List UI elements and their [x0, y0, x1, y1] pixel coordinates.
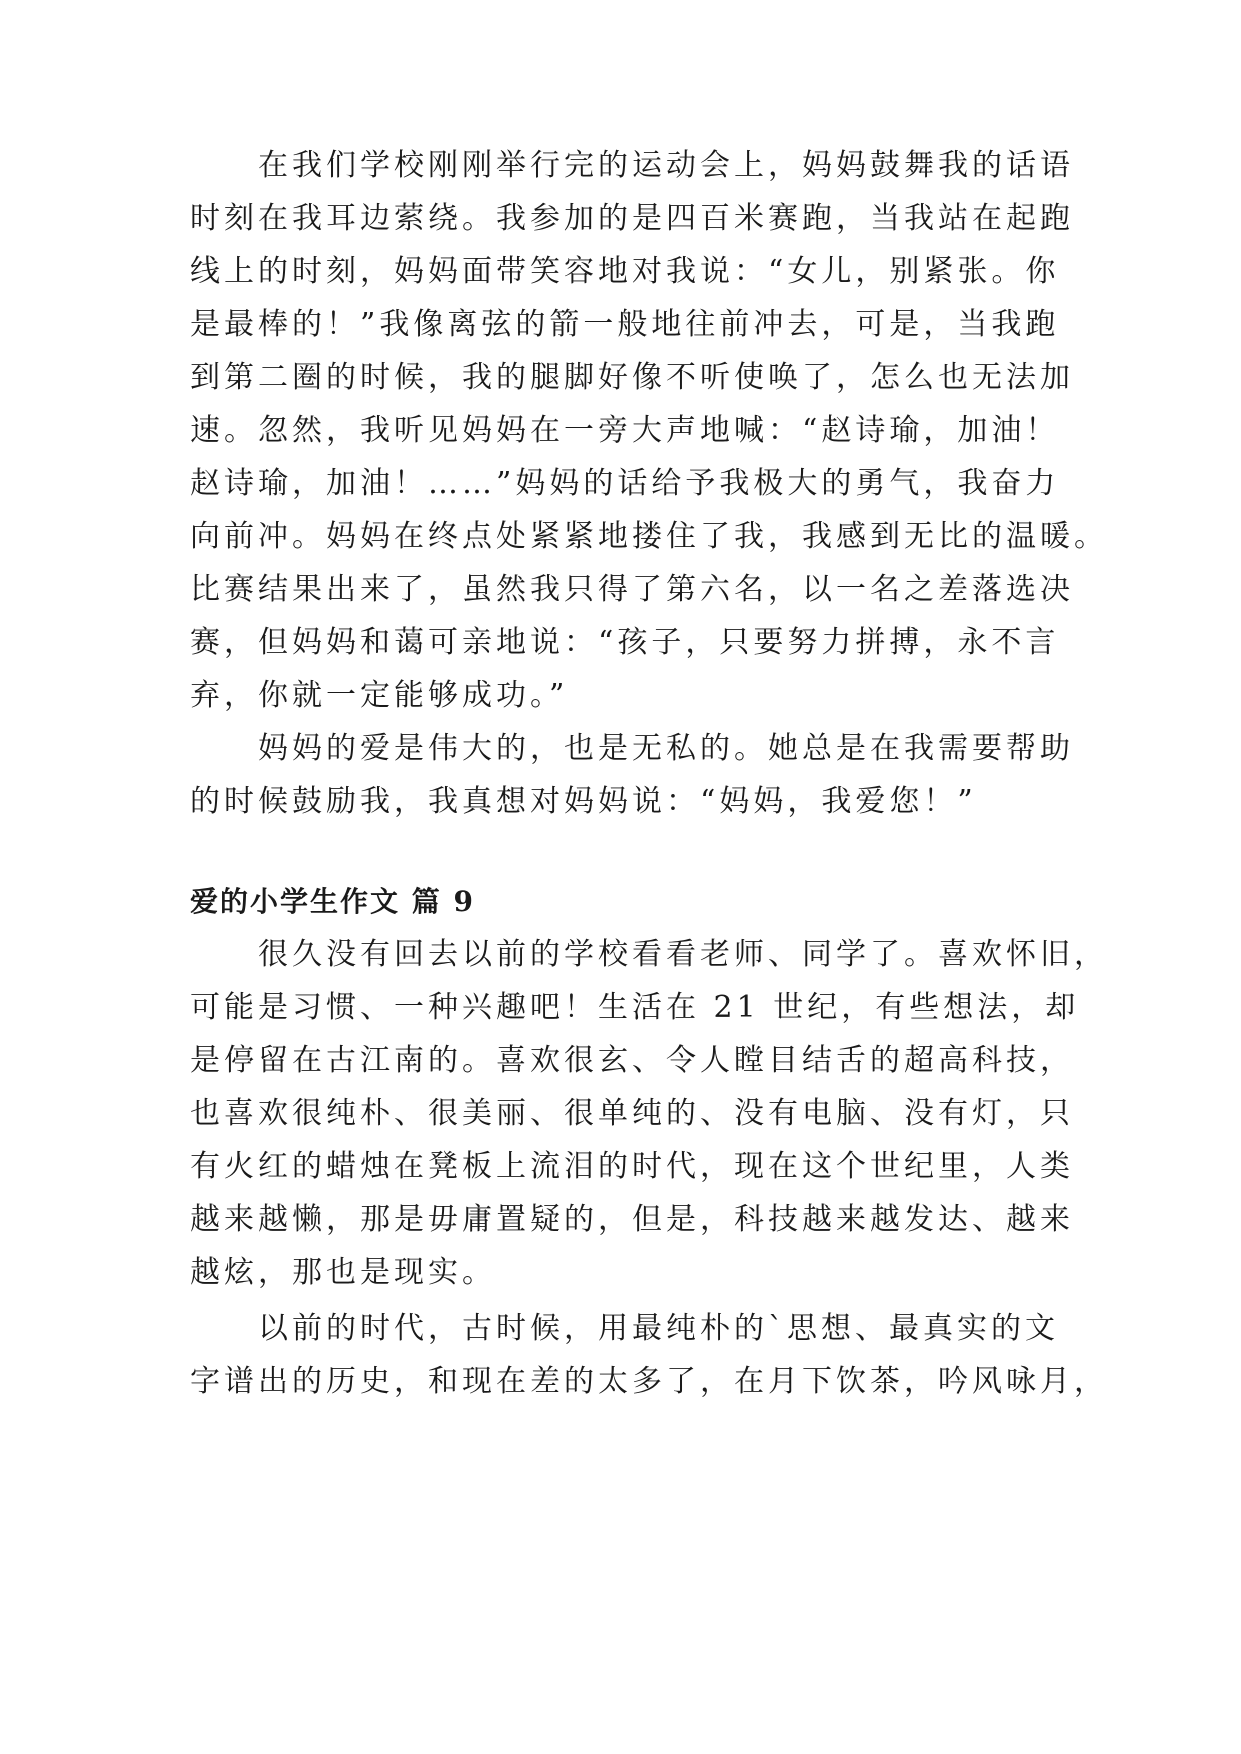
paragraph-line: 赛，但妈妈和蔼可亲地说：“孩子，只要努力拼搏，永不言 [190, 625, 1060, 660]
paragraph-line: 可能是习惯、一种兴趣吧！生活在 21 世纪，有些想法，却 [190, 990, 1080, 1025]
paragraph-line: 也喜欢很纯朴、很美丽、很单纯的、没有电脑、没有灯，只 [190, 1096, 1074, 1131]
paragraph-line: 时刻在我耳边萦绕。我参加的是四百米赛跑，当我站在起跑 [190, 201, 1074, 236]
paragraph-line: 赵诗瑜，加油！……”妈妈的话给予我极大的勇气，我奋力 [190, 466, 1060, 501]
paragraph-line: 有火红的蜡烛在凳板上流泪的时代，现在这个世纪里，人类 [190, 1149, 1074, 1184]
paragraph-line: 的时候鼓励我，我真想对妈妈说：“妈妈，我爱您！” [190, 784, 977, 819]
paragraph-line: 妈妈的爱是伟大的，也是无私的。她总是在我需要帮助 [258, 731, 1074, 766]
paragraph-line: 很久没有回去以前的学校看看老师、同学了。喜欢怀旧， [258, 937, 1108, 972]
paragraph-line: 字谱出的历史，和现在差的太多了，在月下饮茶，吟风咏月， [190, 1364, 1108, 1399]
section-heading: 爱的小学生作文 篇 9 [190, 885, 475, 918]
paragraph-line: 向前冲。妈妈在终点处紧紧地搂住了我，我感到无比的温暖。 [190, 519, 1108, 554]
paragraph-line: 在我们学校刚刚举行完的运动会上，妈妈鼓舞我的话语 [258, 148, 1074, 183]
paragraph-line: 是停留在古江南的。喜欢很玄、令人瞠目结舌的超高科技， [190, 1043, 1074, 1078]
paragraph-line: 比赛结果出来了，虽然我只得了第六名，以一名之差落选决 [190, 572, 1074, 607]
paragraph-line: 到第二圈的时候，我的腿脚好像不听使唤了，怎么也无法加 [190, 360, 1074, 395]
paragraph-line: 速。忽然，我听见妈妈在一旁大声地喊：“赵诗瑜，加油！ [190, 413, 1060, 448]
paragraph-line: 弃，你就一定能够成功。” [190, 678, 569, 713]
paragraph-line: 越来越懒，那是毋庸置疑的，但是，科技越来越发达、越来 [190, 1202, 1074, 1237]
paragraph-line: 线上的时刻，妈妈面带笑容地对我说：“女儿，别紧张。你 [190, 254, 1060, 289]
paragraph-line: 是最棒的！”我像离弦的箭一般地往前冲去，可是，当我跑 [190, 307, 1060, 342]
paragraph-line: 越炫，那也是现实。 [190, 1255, 496, 1290]
paragraph-line: 以前的时代，古时候，用最纯朴的`思想、最真实的文 [258, 1311, 1059, 1346]
